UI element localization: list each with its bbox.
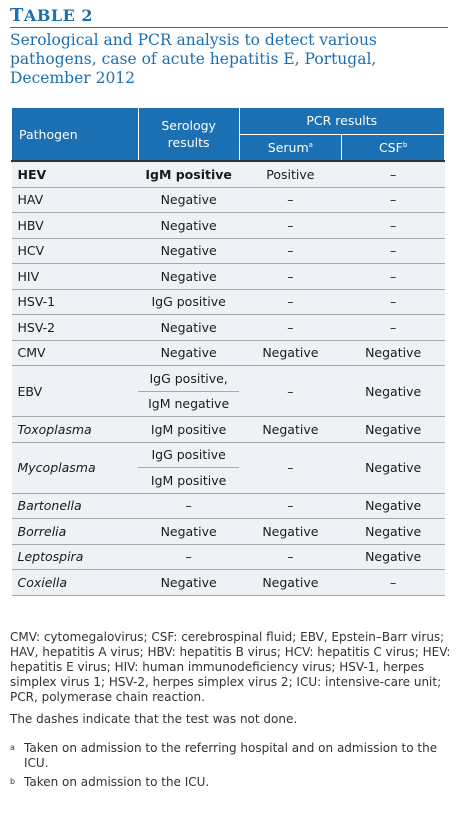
table-row-toxoplasma bbox=[12, 417, 445, 443]
cell-pathogen: EBV bbox=[12, 366, 139, 417]
cell-serum: – bbox=[239, 238, 342, 264]
header-pathogen: Pathogen bbox=[12, 108, 139, 162]
cell-pathogen: Leptospira bbox=[12, 544, 139, 570]
cell-csf: – bbox=[342, 187, 445, 213]
results-table bbox=[11, 107, 445, 596]
footnote-a-mark: a bbox=[10, 743, 15, 752]
cell-serum: – bbox=[239, 213, 342, 239]
cell-serum: – bbox=[239, 289, 342, 315]
table-row-leptospira bbox=[12, 544, 445, 570]
cell-serology-line-2: IgM positive bbox=[138, 468, 239, 494]
table-row-coxiella bbox=[12, 570, 445, 596]
cell-pathogen: HIV bbox=[12, 264, 139, 290]
header-pcr-results: PCR results bbox=[239, 108, 445, 135]
cell-serum: – bbox=[239, 187, 342, 213]
cell-csf: Negative bbox=[342, 544, 445, 570]
cell-serology: Negative bbox=[138, 264, 239, 290]
cell-csf: – bbox=[342, 213, 445, 239]
table-row-hev bbox=[12, 161, 445, 187]
cell-serology-line-2: IgM negative bbox=[138, 391, 239, 417]
cell-csf: – bbox=[342, 570, 445, 596]
cell-pathogen: Coxiella bbox=[12, 570, 139, 596]
table-row-hcv bbox=[12, 238, 445, 264]
cell-serology: Negative bbox=[138, 187, 239, 213]
header-serum-label: Serum bbox=[267, 139, 309, 155]
cell-pathogen: CMV bbox=[12, 340, 139, 366]
cell-csf: – bbox=[342, 315, 445, 341]
table-label-rest: ABLE 2 bbox=[23, 6, 93, 25]
cell-serology: IgM positive bbox=[138, 161, 239, 187]
cell-csf: – bbox=[342, 289, 445, 315]
dashes-note: The dashes indicate that the test was not done. bbox=[10, 712, 298, 726]
cell-serum: Positive bbox=[239, 161, 342, 187]
cell-serology-line-1: IgG positive, bbox=[138, 366, 239, 392]
cell-pathogen: HBV bbox=[12, 213, 139, 239]
cell-pathogen: Toxoplasma bbox=[12, 417, 139, 443]
table-label-initial: T bbox=[10, 5, 24, 26]
cell-serum: Negative bbox=[239, 417, 342, 443]
cell-serum: – bbox=[239, 544, 342, 570]
cell-pathogen: Mycoplasma bbox=[12, 442, 139, 493]
cell-serum: Negative bbox=[239, 570, 342, 596]
cell-serology: Negative bbox=[138, 340, 239, 366]
header-csf-label: CSF bbox=[378, 139, 403, 155]
cell-csf: – bbox=[342, 238, 445, 264]
header-serum bbox=[239, 134, 342, 161]
cell-serum: – bbox=[239, 442, 342, 493]
table-row-hsv1 bbox=[12, 289, 445, 315]
abbreviations-note: CMV: cytomegalovirus; CSF: cerebrospinal fluid; EBV, Epstein–Barr virus; HAV, hepatitis A virus; HBV: hepatitis B virus; HCV: hepatitis C virus; HEV: hepatitis E virus; HIV: human immunodeficiency virus; HSV-1, herpes simplex virus 1; HSV-2, herpes simplex virus 2; ICU: intensive-care unit; PCR, polymerase chain reaction. bbox=[10, 630, 451, 704]
cell-serology: Negative bbox=[138, 315, 239, 341]
cell-serum: – bbox=[239, 493, 342, 519]
header-csf-sup: b bbox=[402, 140, 408, 149]
cell-serum: – bbox=[239, 366, 342, 417]
cell-serum: Negative bbox=[239, 340, 342, 366]
table-row-hav bbox=[12, 187, 445, 213]
footnote-b-text: Taken on admission to the ICU. bbox=[24, 775, 210, 789]
cell-serology: Negative bbox=[138, 519, 239, 545]
cell-csf: Negative bbox=[342, 340, 445, 366]
cell-pathogen: HEV bbox=[12, 161, 139, 187]
footnote-b bbox=[10, 775, 460, 790]
cell-csf: Negative bbox=[342, 417, 445, 443]
cell-serum: – bbox=[239, 315, 342, 341]
cell-csf: – bbox=[342, 161, 445, 187]
footnote-a bbox=[10, 741, 460, 771]
table-notes bbox=[10, 630, 460, 790]
cell-serology: – bbox=[138, 493, 239, 519]
table-row-hsv2 bbox=[12, 315, 445, 341]
table-label bbox=[10, 5, 448, 28]
header-serology: Serology results bbox=[138, 108, 239, 162]
cell-csf: Negative bbox=[342, 519, 445, 545]
cell-pathogen: HCV bbox=[12, 238, 139, 264]
cell-serology: IgG positive bbox=[138, 289, 239, 315]
cell-pathogen: Borrelia bbox=[12, 519, 139, 545]
table-row-cmv bbox=[12, 340, 445, 366]
cell-serology: IgM positive bbox=[138, 417, 239, 443]
table-caption: Serological and PCR analysis to detect various pathogens, case of acute hepatitis E, Portugal, December 2012 bbox=[10, 31, 377, 87]
cell-serology: Negative bbox=[138, 570, 239, 596]
cell-csf: – bbox=[342, 264, 445, 290]
cell-serology: Negative bbox=[138, 213, 239, 239]
cell-serum: Negative bbox=[239, 519, 342, 545]
header-serum-sup: a bbox=[308, 140, 313, 149]
cell-serology-line-1: IgG positive bbox=[138, 442, 239, 468]
cell-serology: – bbox=[138, 544, 239, 570]
cell-serology: Negative bbox=[138, 238, 239, 264]
cell-csf: Negative bbox=[342, 366, 445, 417]
footnote-a-text: Taken on admission to the referring hospital and on admission to the ICU. bbox=[24, 741, 438, 770]
header-csf bbox=[342, 134, 445, 161]
table-row-ebv bbox=[12, 366, 445, 392]
cell-csf: Negative bbox=[342, 493, 445, 519]
title-block bbox=[10, 5, 458, 88]
table-row-hiv bbox=[12, 264, 445, 290]
table-row-hbv bbox=[12, 213, 445, 239]
table-row-mycoplasma bbox=[12, 442, 445, 468]
table-row-borrelia bbox=[12, 519, 445, 545]
cell-csf: Negative bbox=[342, 442, 445, 493]
cell-serum: – bbox=[239, 264, 342, 290]
cell-pathogen: Bartonella bbox=[12, 493, 139, 519]
table-row-bartonella bbox=[12, 493, 445, 519]
cell-pathogen: HSV-2 bbox=[12, 315, 139, 341]
footnote-b-mark: b bbox=[10, 777, 16, 786]
cell-pathogen: HSV-1 bbox=[12, 289, 139, 315]
cell-pathogen: HAV bbox=[12, 187, 139, 213]
